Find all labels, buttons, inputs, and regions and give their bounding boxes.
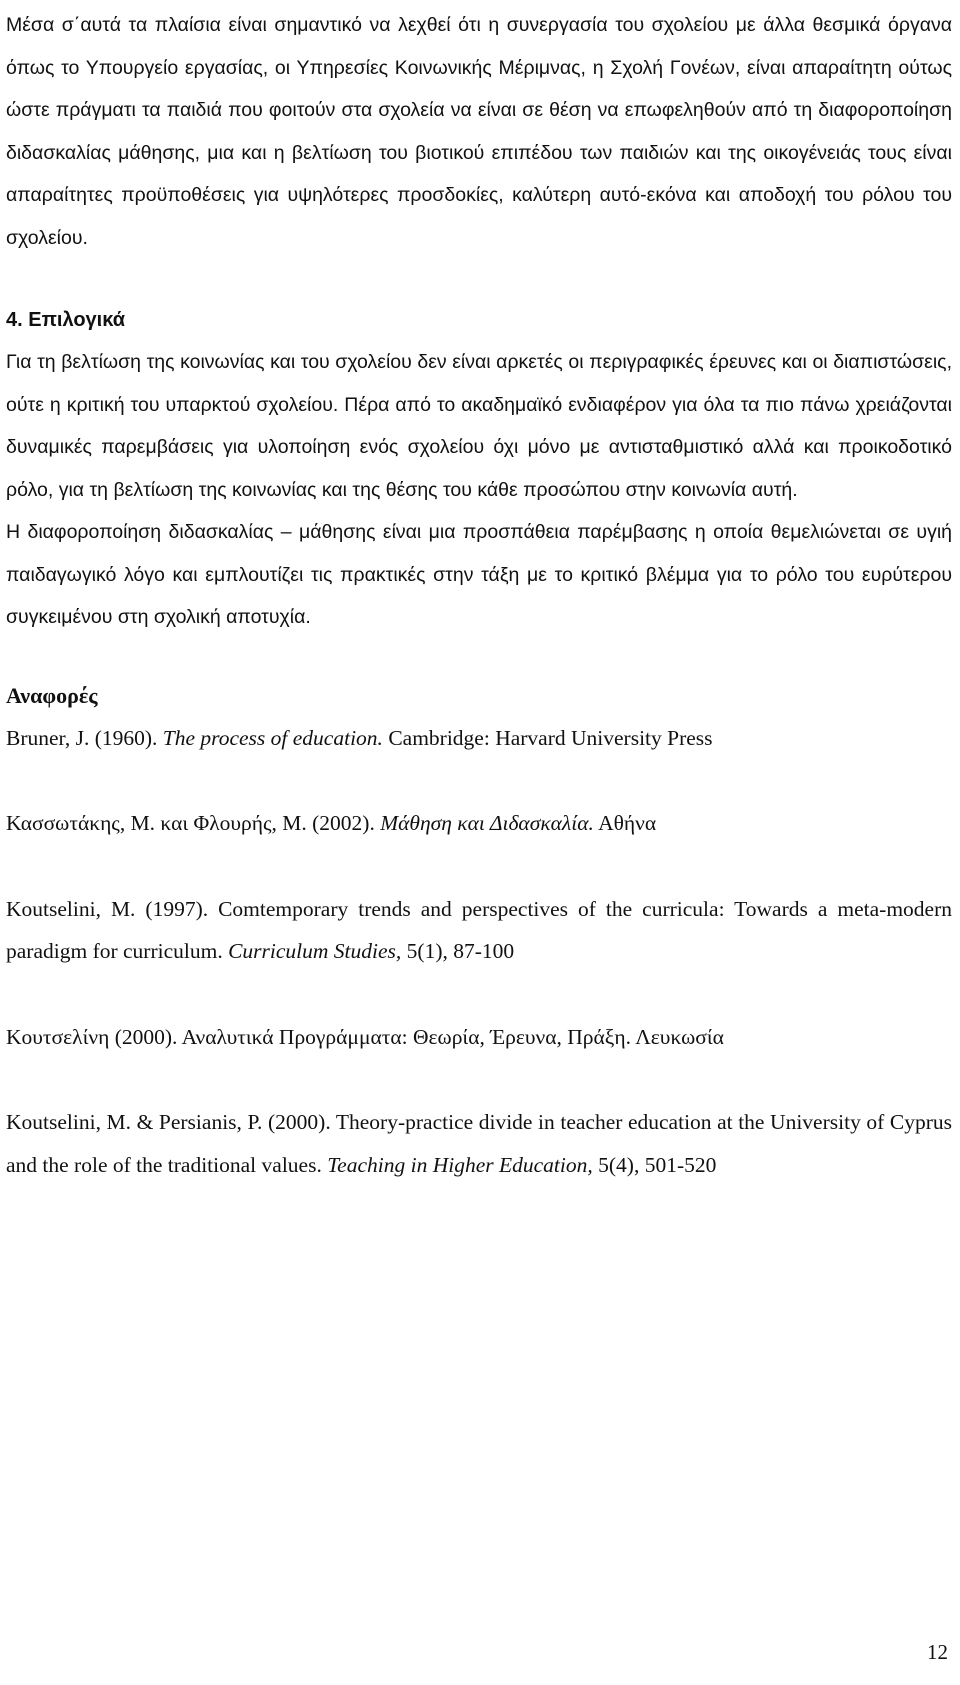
reference-item [6, 1101, 952, 1186]
spacer [6, 1058, 952, 1101]
reference-text: Κουτσελίνη (2000). Αναλυτικά Προγράμματα: Θεωρία, Έρευνα, Πράξη. Λευκωσία [6, 1024, 724, 1049]
reference-details: Αθήνα [593, 811, 657, 835]
references-heading: Αναφορές [6, 682, 98, 708]
spacer [6, 845, 952, 888]
reference-text: Koutselini, M. & Persianis, P. (2000). Theory-practice divide in teacher education at the University of Cyprus and the role of the traditional values. [6, 1110, 952, 1177]
reference-title: Curriculum Studies, [228, 939, 402, 963]
spacer [6, 639, 952, 675]
section-heading: 4. Επιλογικά [6, 309, 126, 331]
reference-details: Cambridge: Harvard University Press [382, 725, 713, 750]
conclusion-paragraph-1: Για τη βελτίωση της κοινωνίας και του σχολείου δεν είναι αρκετές οι περιγραφικές έρευνες και οι διαπιστώσεις, ούτε η κριτική του υπαρκτού σχολείου. Πέρα από το ακαδημαϊκό ενδιαφέρον για όλα τα πιο πάνω χρειάζονται δυναμικές παρεμβάσεις για υλοποίηση ενός σχολείου όχι μόνο με αντισταθμιστικό αλλά και προικοδοτικό ρόλο, για τη βελτίωση της κοινωνίας και της θέσης του κάθε προσώπου στην κοινωνία αυτή. [6, 351, 952, 501]
reference-text: Bruner, J. (1960). [6, 725, 163, 750]
reference-item [6, 888, 952, 973]
spacer [6, 973, 952, 1016]
conclusion-paragraph-2: Η διαφοροποίηση διδασκαλίας – μάθησης είναι μια προσπάθεια παρέμβασης η οποία θεμελιώνεται σε υγιή παιδαγωγικό λόγο και εμπλουτίζει τις πρακτικές στην τάξη με το κριτικό βλέμμα για το ρόλο του ευρύτερου συγκειμένου στη σχολική αποτυχία. [6, 521, 952, 628]
reference-title: Μάθηση και Διδασκαλία. [380, 811, 594, 835]
page-number: 12 [927, 1640, 948, 1664]
reference-item [6, 802, 952, 845]
document-page [6, 4, 952, 1186]
reference-item [6, 717, 952, 760]
reference-text: Κασσωτάκης, Μ. και Φλουρής, Μ. (2002). [6, 811, 381, 835]
reference-text: Koutselini, M. (1997). Comtemporary trends and perspectives of the curricula: Towards a meta-modern paradigm for curriculum. [6, 896, 952, 963]
intro-paragraph: Μέσα σ΄αυτά τα πλαίσια είναι σημαντικό να λεχθεί ότι η συνεργασία του σχολείου με άλλα θεσμικά όργανα όπως το Υπουργείο εργασίας, οι Υπηρεσίες Κοινωνικής Μέριμνας, η Σχολή Γονέων, είναι απαραίτητη ούτως ώστε πράγματι τα παιδιά που φοιτούν στα σχολεία να είναι σε θέση να επωφεληθούν από τη διαφοροποίηση διδασκαλίας μάθησης, μια και η βελτίωση του βιοτικού επιπέδου των παιδιών και της οικογένειάς τους είναι απαραίτητες προϋποθέσεις για υψηλότερες προσδοκίες, καλύτερη αυτό-εκόνα και αποδοχή του ρόλου του σχολείου. [6, 14, 952, 249]
spacer [6, 259, 952, 299]
reference-item [6, 1016, 952, 1059]
spacer [6, 759, 952, 802]
reference-details: 5(1), 87-100 [401, 939, 515, 963]
reference-details: 5(4), 501-520 [592, 1152, 717, 1177]
reference-title: Teaching in Higher Education, [327, 1152, 593, 1177]
reference-title: The process of education. [162, 725, 383, 750]
